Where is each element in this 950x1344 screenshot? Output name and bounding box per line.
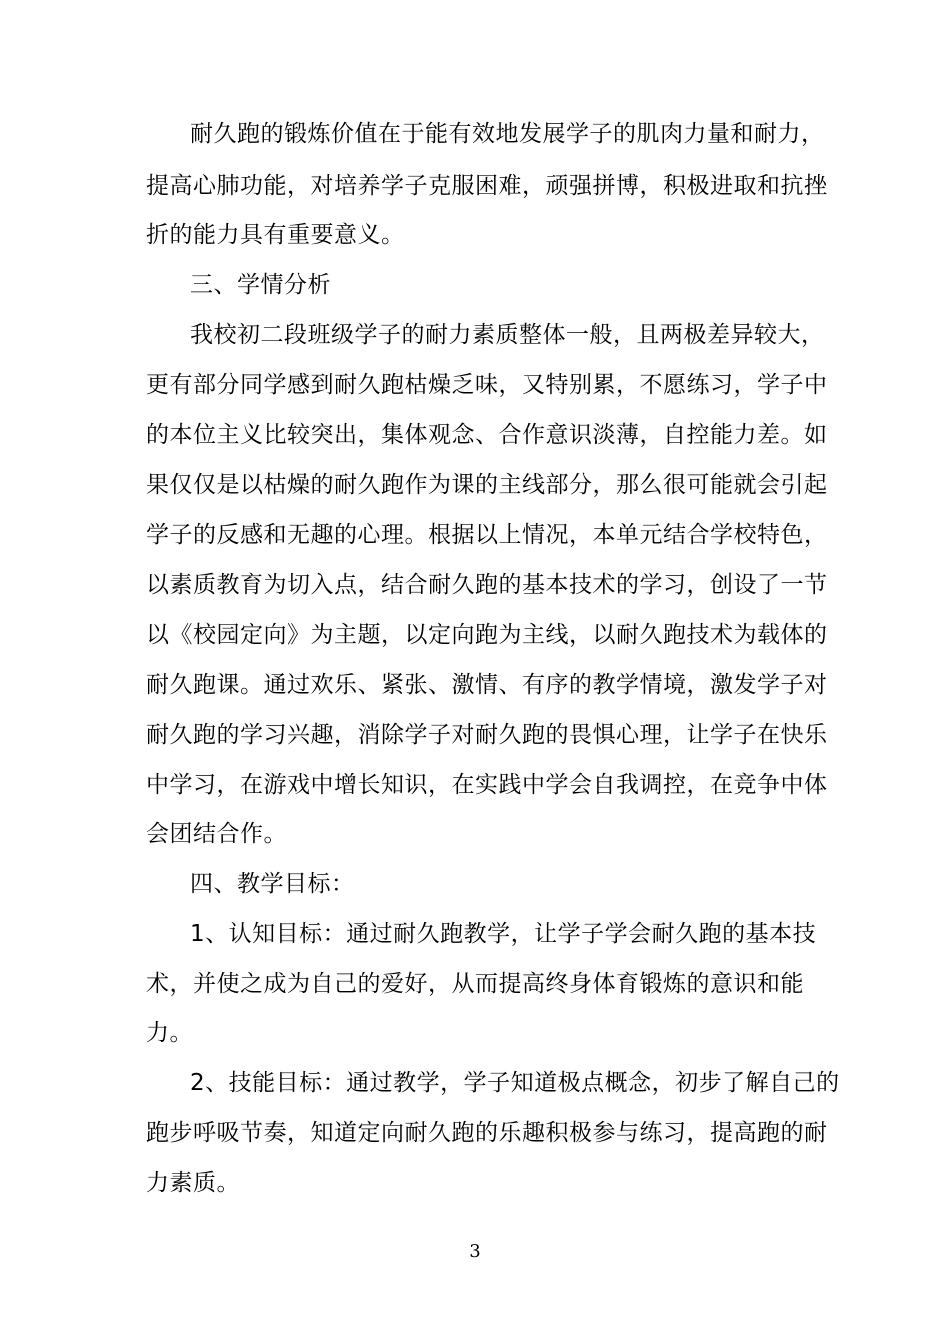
paragraph-line: 我校初二段班级学子的耐力素质整体一般，且两极差异较大， <box>190 322 825 348</box>
paragraph-line: 以素质教育为切入点，结合耐久跑的基本技术的学习，创设了一节 <box>146 572 828 598</box>
paragraph-line: 耐久跑课。通过欢乐、紧张、激情、有序的教学情境，激发学子对 <box>146 672 828 698</box>
paragraph-line: 果仅仅是以枯燥的耐久跑作为课的主线部分，那么很可能就会引起 <box>146 472 828 498</box>
paragraph-line: 术，并使之成为自己的爱好，从而提高终身体育锻炼的意识和能 <box>146 971 804 997</box>
paragraph-line: 更有部分同学感到耐久跑枯燥乏味，又特别累，不愿练习，学子中 <box>146 372 828 398</box>
paragraph-line: 折的能力具有重要意义。 <box>146 222 405 248</box>
page-number: 3 <box>469 1241 481 1262</box>
section-heading: 三、学情分析 <box>190 272 331 298</box>
paragraph-line: 会团结合作。 <box>146 821 287 847</box>
paragraph-line: 2、技能目标：通过教学，学子知道极点概念，初步了解自己的 <box>190 1070 840 1096</box>
paragraph-line: 学子的反感和无趣的心理。根据以上情况，本单元结合学校特色， <box>146 522 828 548</box>
paragraph-line: 跑步呼吸节奏，知道定向耐久跑的乐趣积极参与练习，提高跑的耐 <box>146 1120 828 1146</box>
section-heading: 四、教学目标： <box>190 871 355 897</box>
paragraph-line: 提高心肺功能，对培养学子克服困难，顽强拼博，积极进取和抗挫 <box>146 173 828 199</box>
paragraph-line: 中学习，在游戏中增长知识，在实践中学会自我调控，在竞争中体 <box>146 772 828 798</box>
paragraph-line: 力素质。 <box>146 1170 240 1196</box>
paragraph-line: 耐久跑的学习兴趣，消除学子对耐久跑的畏惧心理，让学子在快乐 <box>146 722 828 748</box>
paragraph-line: 力。 <box>146 1020 193 1046</box>
paragraph-line: 以《校园定向》为主题，以定向跑为主线，以耐久跑技术为载体的 <box>146 622 828 648</box>
paragraph-line: 1、认知目标：通过耐久跑教学，让学子学会耐久跑的基本技 <box>190 921 817 947</box>
paragraph-line: 的本位主义比较突出，集体观念、合作意识淡薄，自控能力差。如 <box>146 422 828 448</box>
paragraph-line: 耐久跑的锻炼价值在于能有效地发展学子的肌肉力量和耐力， <box>190 121 825 147</box>
